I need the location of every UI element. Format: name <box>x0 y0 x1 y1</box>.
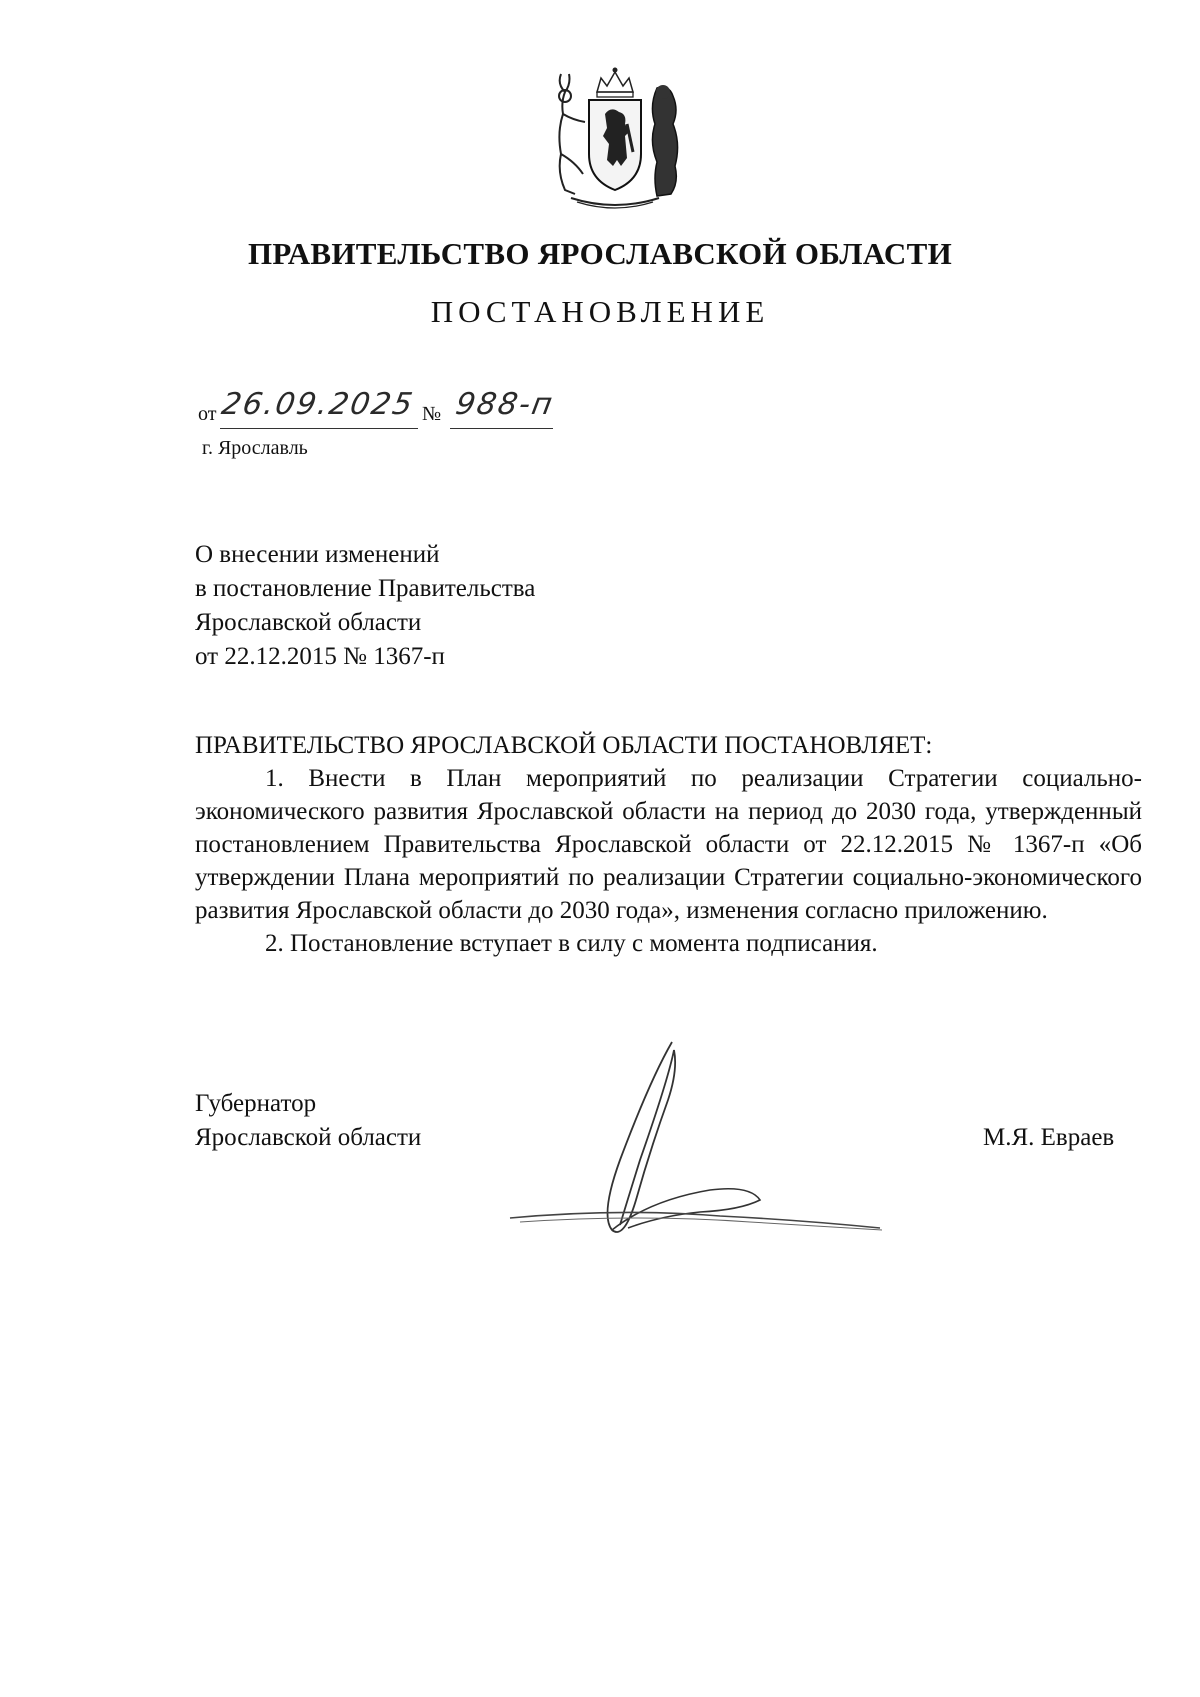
subject-line: от 22.12.2015 № 1367-п <box>195 643 445 670</box>
handwritten-signature <box>500 1040 920 1270</box>
decree-heading: ПРАВИТЕЛЬСТВО ЯРОСЛАВСКОЙ ОБЛАСТИ ПОСТАНОВЛЯЕТ: <box>195 732 933 759</box>
signer-position <box>195 1087 421 1155</box>
city: г. Ярославль <box>202 437 308 459</box>
subject-line: О внесении изменений <box>195 541 440 568</box>
government-title: ПРАВИТЕЛЬСТВО ЯРОСЛАВСКОЙ ОБЛАСТИ <box>248 236 952 271</box>
decree-paragraph: 1. Внести в План мероприятий по реализации Стратегии социально-экономического развития Ярославской области на период до 2030 года, утвержденный постановлением Правительства Ярославской области от 22.12.2015 № 1367-п «Об утверждении Плана мероприятий по реализации Стратегии социально-экономического развития Ярославской области до 2030 года», изменения согласно приложению. <box>195 765 1142 924</box>
coat-of-arms-icon <box>535 62 695 212</box>
signer-name: М.Я. Евраев <box>983 1124 1115 1151</box>
number-sign: № <box>422 403 442 425</box>
decree-body <box>195 729 1142 960</box>
number-handwritten: 988-п <box>452 387 557 422</box>
date-handwritten: 26.09.2025 <box>218 387 417 422</box>
document-type: ПОСТАНОВЛЕНИЕ <box>430 294 770 329</box>
signer-position-line: Ярославской области <box>195 1124 422 1151</box>
signer-position-line: Губернатор <box>195 1090 317 1117</box>
date-prefix: от <box>198 403 217 425</box>
subject-line: Ярославской области <box>195 609 422 636</box>
decree-paragraph: 2. Постановление вступает в силу с момента подписания. <box>265 930 878 957</box>
date-number-line <box>198 387 698 433</box>
date-underline <box>220 428 418 429</box>
subject-block <box>195 538 535 674</box>
subject-line: в постановление Правительства <box>195 575 536 602</box>
number-underline <box>450 428 553 429</box>
